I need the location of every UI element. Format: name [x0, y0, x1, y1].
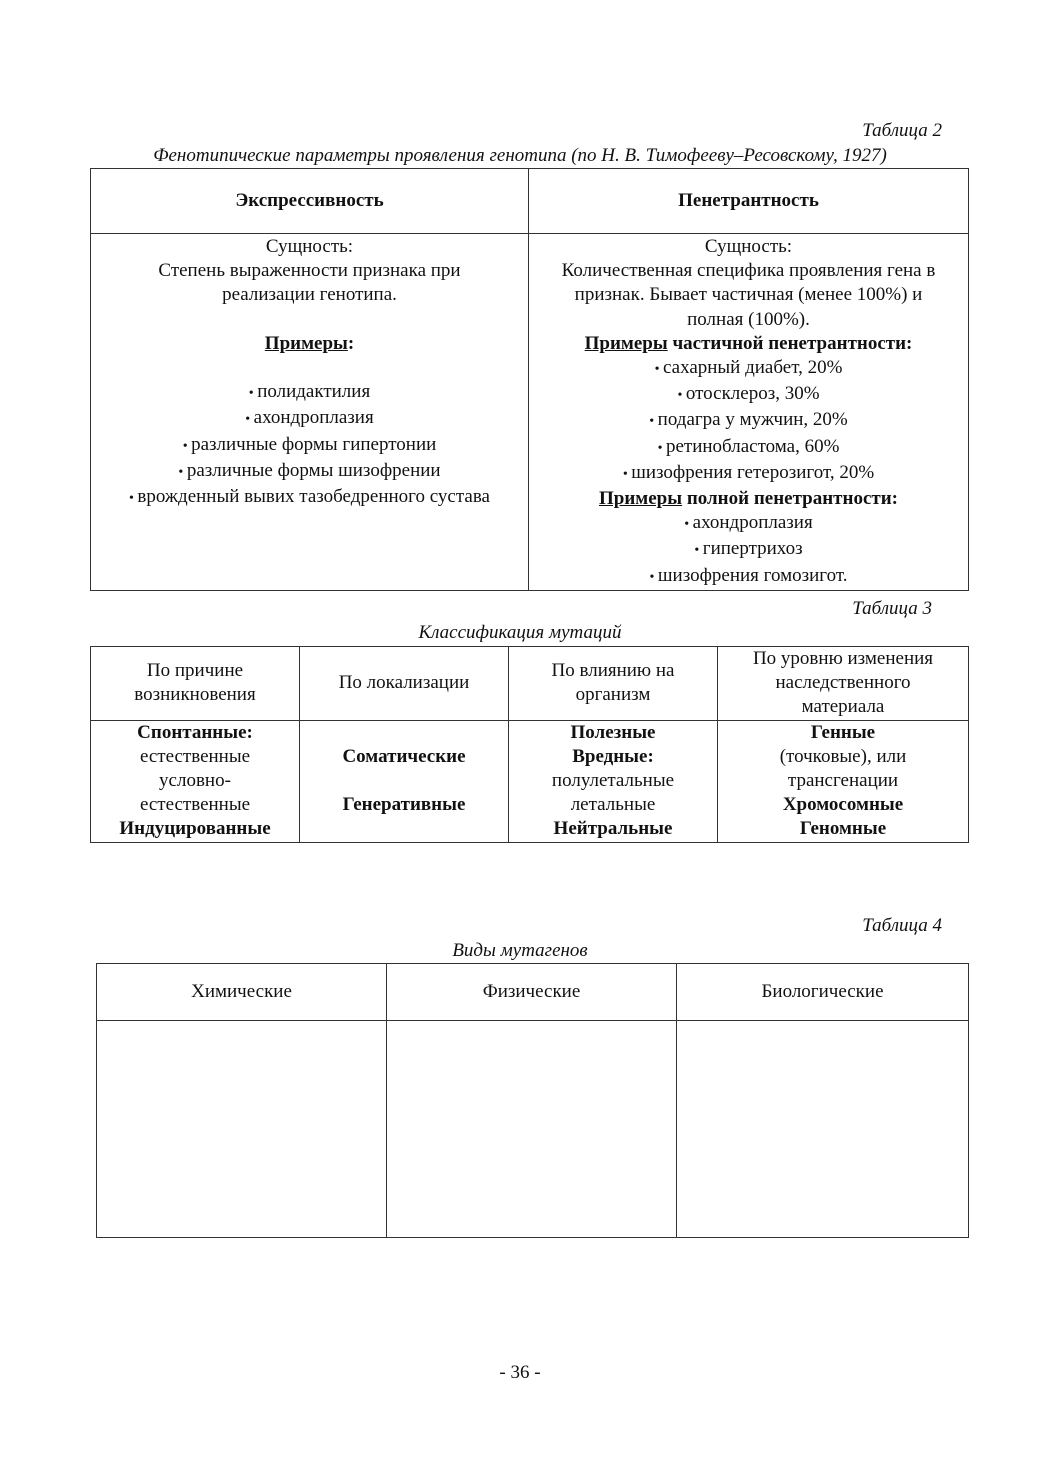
- list-item: • ахондроплазия: [529, 511, 968, 537]
- table4-number: Таблица 4: [862, 915, 942, 936]
- list-item: • шизофрения гетерозигот, 20%: [529, 461, 968, 487]
- list-item: • различные формы гипертонии: [91, 433, 528, 459]
- table4-empty-cell[interactable]: [677, 1021, 969, 1238]
- table3-header-localization: По локализации: [300, 647, 509, 721]
- table2-caption: Фенотипические параметры проявления генотипа (по Н. В. Тимофееву–Ресовскому, 1927): [153, 145, 887, 166]
- table2: [90, 168, 969, 591]
- table3-header-level: По уровню изменения наследственного материала: [718, 647, 969, 721]
- table3-header-cause: По причине возникновения: [91, 647, 300, 721]
- examples-label: Примеры: [264, 332, 348, 354]
- list-item: • ахондроплазия: [91, 406, 528, 432]
- table3-localization-cell: Соматические Генеративные: [300, 720, 509, 842]
- list-item: • отосклероз, 30%: [529, 382, 968, 408]
- list-item: • гипертрихоз: [529, 537, 968, 563]
- penetrance-essence-line: признак. Бывает частичная (менее 100%) и: [574, 284, 923, 306]
- table3-caption: Классификация мутаций: [418, 622, 622, 643]
- list-item: • шизофрения гомозигот.: [529, 564, 968, 590]
- penetrance-essence-line: Количественная специфика проявления гена в: [561, 260, 936, 282]
- table3-header-effect: По влиянию на организм: [509, 647, 718, 721]
- table2-header-penetrance: Пенетрантность: [529, 169, 969, 234]
- page-number: - 36 -: [499, 1362, 541, 1383]
- table4-header-biological: Биологические: [677, 964, 969, 1021]
- expressivity-essence-label: Сущность:: [265, 236, 354, 257]
- table3-effect-cell: Полезные Вредные: полулетальные летальные Нейтральные: [509, 720, 718, 842]
- expressivity-essence-line: Степень выраженности признака при: [158, 260, 461, 282]
- list-item: • различные формы шизофрении: [91, 459, 528, 485]
- partial-penetrance-heading: Примеры частичной пенетрантности:: [584, 332, 913, 354]
- table3: [90, 646, 969, 843]
- table2-expressivity-cell: [91, 234, 529, 591]
- full-penetrance-heading: Примеры полной пенетрантности:: [599, 488, 898, 510]
- table4: [96, 963, 969, 1238]
- table4-empty-cell[interactable]: [97, 1021, 387, 1238]
- list-item: • сахарный диабет, 20%: [529, 356, 968, 382]
- expressivity-examples-heading: Примеры:: [264, 332, 355, 354]
- table2-header-expressivity: Экспрессивность: [91, 169, 529, 234]
- table4-header-chemical: Химические: [97, 964, 387, 1021]
- table3-level-cell: Генные (точковые), или трансгенации Хромосомные Геномные: [718, 720, 969, 842]
- list-item: • врожденный вывих тазобедренного сустава: [91, 485, 528, 511]
- penetrance-essence-line: полная (100%).: [687, 308, 810, 330]
- table4-header-physical: Физические: [387, 964, 677, 1021]
- table2-penetrance-cell: [529, 234, 969, 591]
- table2-number: Таблица 2: [862, 120, 942, 141]
- table4-empty-cell[interactable]: [387, 1021, 677, 1238]
- table3-cause-cell: Спонтанные: естественные условно- естественные Индуцированные: [91, 720, 300, 842]
- penetrance-essence-label: Сущность:: [704, 236, 793, 257]
- list-item: • ретинобластома, 60%: [529, 435, 968, 461]
- expressivity-essence-line: реализации генотипа.: [222, 284, 397, 306]
- list-item: • полидактилия: [91, 380, 528, 406]
- table4-caption: Виды мутагенов: [452, 940, 588, 961]
- table3-number: Таблица 3: [852, 598, 932, 619]
- list-item: • подагра у мужчин, 20%: [529, 408, 968, 434]
